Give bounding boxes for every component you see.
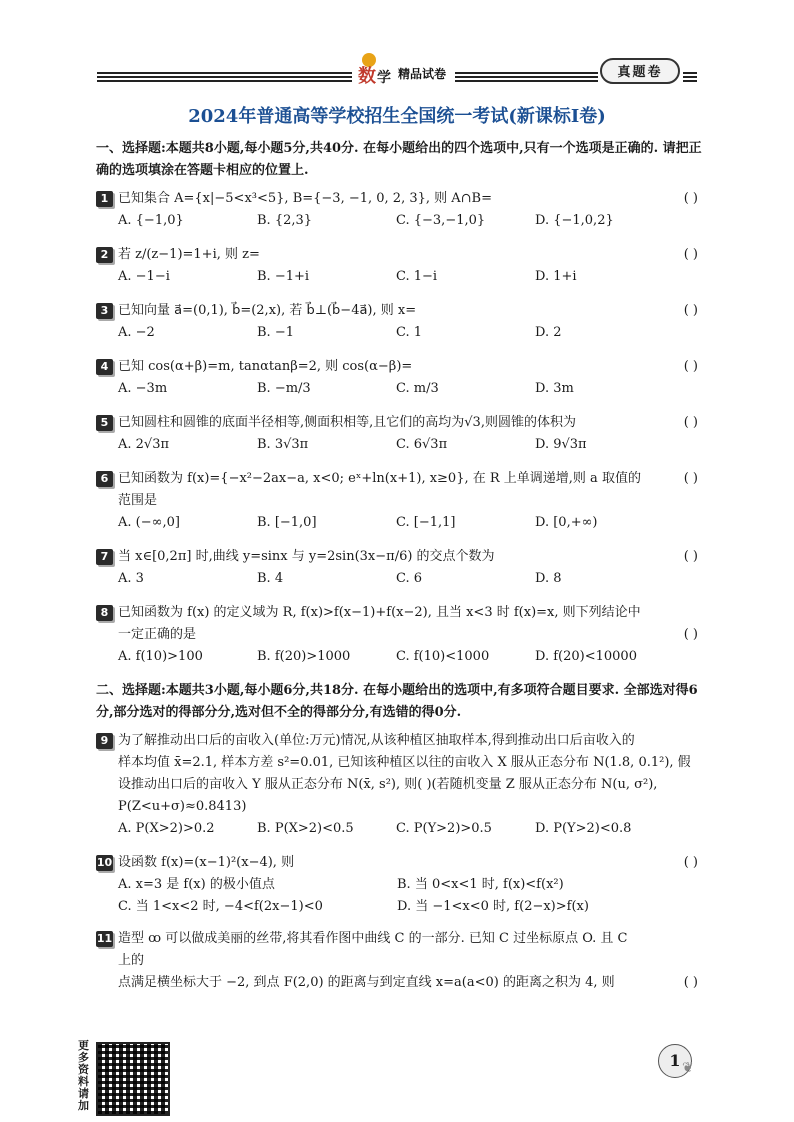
option: B. −1+i xyxy=(257,269,310,284)
header-rule xyxy=(455,80,598,82)
question-number: 7 xyxy=(96,549,113,565)
option: A. −3m xyxy=(118,381,168,396)
section-heading: 二、选择题:本题共3小题,每小题6分,共18分. 在每小题给出的选项中,有多项符合题目要求. 全部选对得6分,部分选对的得部分分,选对但不全的得部分分,有选错的得0分. xyxy=(96,683,698,720)
question xyxy=(96,730,702,840)
option: A. 3 xyxy=(118,571,144,586)
option: A. x=3 是 f(x) 的极小值点 xyxy=(118,877,275,892)
question xyxy=(96,244,702,288)
option: C. 6 xyxy=(396,571,423,586)
header-rule xyxy=(97,72,352,74)
paper-type-badge: 真题卷 xyxy=(600,58,680,84)
question-number: 5 xyxy=(96,415,113,431)
page-header xyxy=(0,0,794,92)
answer-paren: ( ) xyxy=(683,247,698,262)
option: D. P(Y>2)<0.8 xyxy=(535,821,632,836)
question xyxy=(96,602,702,668)
option: A. −1−i xyxy=(118,269,170,284)
option: C. {−3,−1,0} xyxy=(396,213,486,228)
option: D. 1+i xyxy=(535,269,577,284)
answer-paren: ( ) xyxy=(683,975,698,990)
question xyxy=(96,356,702,400)
question-number: 8 xyxy=(96,605,113,621)
svg-text:学: 学 xyxy=(377,70,391,86)
answer-paren: ( ) xyxy=(683,471,698,486)
option: A. 2√3π xyxy=(118,437,170,452)
option: B. −m/3 xyxy=(257,381,311,396)
question-text: 已知圆柱和圆锥的底面半径相等,侧面积相等,且它们的高均为√3,则圆锥的体积为 xyxy=(118,415,576,430)
answer-paren: ( ) xyxy=(683,855,698,870)
header-rule xyxy=(97,80,352,82)
header-rule xyxy=(455,72,598,74)
question-number: 3 xyxy=(96,303,113,319)
option: B. 3√3π xyxy=(257,437,309,452)
question xyxy=(96,852,702,918)
option: D. 8 xyxy=(535,571,562,586)
option: D. 9√3π xyxy=(535,437,587,452)
question-text: 已知 cos(α+β)=m, tanαtanβ=2, 则 cos(α−β)= xyxy=(118,359,413,374)
question-text: 已知集合 A={x|−5<x³<5}, B={−3, −1, 0, 2, 3}, 则 A∩B= xyxy=(118,191,493,206)
answer-paren: ( ) xyxy=(683,415,698,430)
option: D. {−1,0,2} xyxy=(535,213,614,228)
question xyxy=(96,300,702,344)
question xyxy=(96,546,702,590)
section-heading: 一、选择题:本题共8小题,每小题5分,共40分. 在每小题给出的四个选项中,只有一个选项是正确的. 请把正确的选项填涂在答题卡相应的位置上. xyxy=(96,141,702,178)
qr-caption: 更多资料请加 xyxy=(78,1039,89,1112)
option: B. −1 xyxy=(257,325,294,340)
question xyxy=(96,468,702,534)
question-number: 10 xyxy=(96,856,113,869)
leaf-icon: ❦ xyxy=(682,1060,694,1076)
question-text: 已知函数为 f(x)={−x²−2ax−a, x<0; eˣ+ln(x+1), x≥0}, 在 R 上单调递增,则 a 取值的范围是 xyxy=(118,471,641,508)
answer-paren: ( ) xyxy=(683,303,698,318)
answer-paren: ( ) xyxy=(683,359,698,374)
header-rule xyxy=(97,76,352,78)
option: C. m/3 xyxy=(396,381,439,396)
option: A. P(X>2)>0.2 xyxy=(118,821,215,836)
question-number: 9 xyxy=(96,733,113,749)
option: C. 1−i xyxy=(396,269,438,284)
option: A. f(10)>100 xyxy=(118,649,203,664)
question-text: 设函数 f(x)=(x−1)²(x−4), 则 xyxy=(118,855,295,870)
header-rule xyxy=(683,80,697,82)
option: D. 2 xyxy=(535,325,562,340)
option: C. 6√3π xyxy=(396,437,448,452)
question-text-continued: 一定正确的是 xyxy=(118,627,197,642)
option: A. −2 xyxy=(118,325,155,340)
question-text: 造型 ꝏ 可以做成美丽的丝带,将其看作图中曲线 C 的一部分. 已知 C 过坐标原点 O. 且 C 上的 xyxy=(118,931,628,968)
option: B. f(20)>1000 xyxy=(257,649,351,664)
svg-text:数: 数 xyxy=(358,66,376,86)
answer-paren: ( ) xyxy=(683,191,698,206)
exam-content xyxy=(96,138,702,994)
question-text: 已知函数为 f(x) 的定义域为 R, f(x)>f(x−1)+f(x−2), 且当 x<3 时 f(x)=x, 则下列结论中 xyxy=(118,605,641,620)
option: A. (−∞,0] xyxy=(118,515,180,530)
option: C. f(10)<1000 xyxy=(396,649,490,664)
question-number: 4 xyxy=(96,359,113,375)
question-number: 2 xyxy=(96,247,113,263)
option: D. 3m xyxy=(535,381,574,396)
option: C. 1 xyxy=(396,325,423,340)
question-text: 当 x∈[0,2π] 时,曲线 y=sinx 与 y=2sin(3x−π/6) 的交点个数为 xyxy=(118,549,495,564)
question-text: 为了解推动出口后的亩收入(单位:万元)情况,从该种植区抽取样本,得到推动出口后亩收入的 xyxy=(118,733,635,748)
question-text-continued: 样本均值 x̄=2.1, 样本方差 s²=0.01, 已知该种植区以往的亩收入 X 服从正态分布 N(1.8, 0.1²), 假设推动出口后的亩收入 Y 服从正态分布 N(x̄, s²), 则( )(若随机变量 Z 服从正态分布 N(u, σ²), P(Z<u+σ)≈0.8413) xyxy=(118,755,691,814)
option: B. {2,3} xyxy=(257,213,313,228)
option: B. 4 xyxy=(257,571,284,586)
header-rule xyxy=(683,72,697,74)
question xyxy=(96,412,702,456)
answer-paren: ( ) xyxy=(683,627,698,642)
option: C. [−1,1] xyxy=(396,515,456,530)
qr-code-icon xyxy=(96,1042,170,1116)
question-number: 11 xyxy=(96,932,113,945)
question-text: 已知向量 a⃗=(0,1), b⃗=(2,x), 若 b⃗⊥(b⃗−4a⃗), 则 x= xyxy=(118,303,417,318)
question-number: 6 xyxy=(96,471,113,487)
option: B. [−1,0] xyxy=(257,515,317,530)
option: C. P(Y>2)>0.5 xyxy=(396,821,492,836)
header-rule xyxy=(455,76,598,78)
option: B. P(X>2)<0.5 xyxy=(257,821,354,836)
option: D. 当 −1<x<0 时, f(2−x)>f(x) xyxy=(397,899,589,914)
option: A. {−1,0} xyxy=(118,213,184,228)
header-rule xyxy=(683,76,697,78)
question-text-continued: 点满足横坐标大于 −2, 到点 F(2,0) 的距离与到定直线 x=a(a<0) 的距离之积为 4, 则 xyxy=(118,975,615,990)
answer-paren: ( ) xyxy=(683,549,698,564)
page-number: 1 xyxy=(658,1044,692,1078)
option: C. 当 1<x<2 时, −4<f(2x−1)<0 xyxy=(118,899,323,914)
question-number: 1 xyxy=(96,191,113,207)
question-text: 若 z/(z−1)=1+i, 则 z= xyxy=(118,247,260,262)
page-title: 2024年普通高等学校招生全国统一考试(新课标I卷) xyxy=(188,106,606,127)
question xyxy=(96,188,702,232)
option: D. f(20)<10000 xyxy=(535,649,637,664)
option: D. [0,+∞) xyxy=(535,515,598,530)
option: B. 当 0<x<1 时, f(x)<f(x²) xyxy=(397,877,564,892)
question xyxy=(96,928,702,994)
brand-name: 精品试卷 xyxy=(398,67,447,81)
